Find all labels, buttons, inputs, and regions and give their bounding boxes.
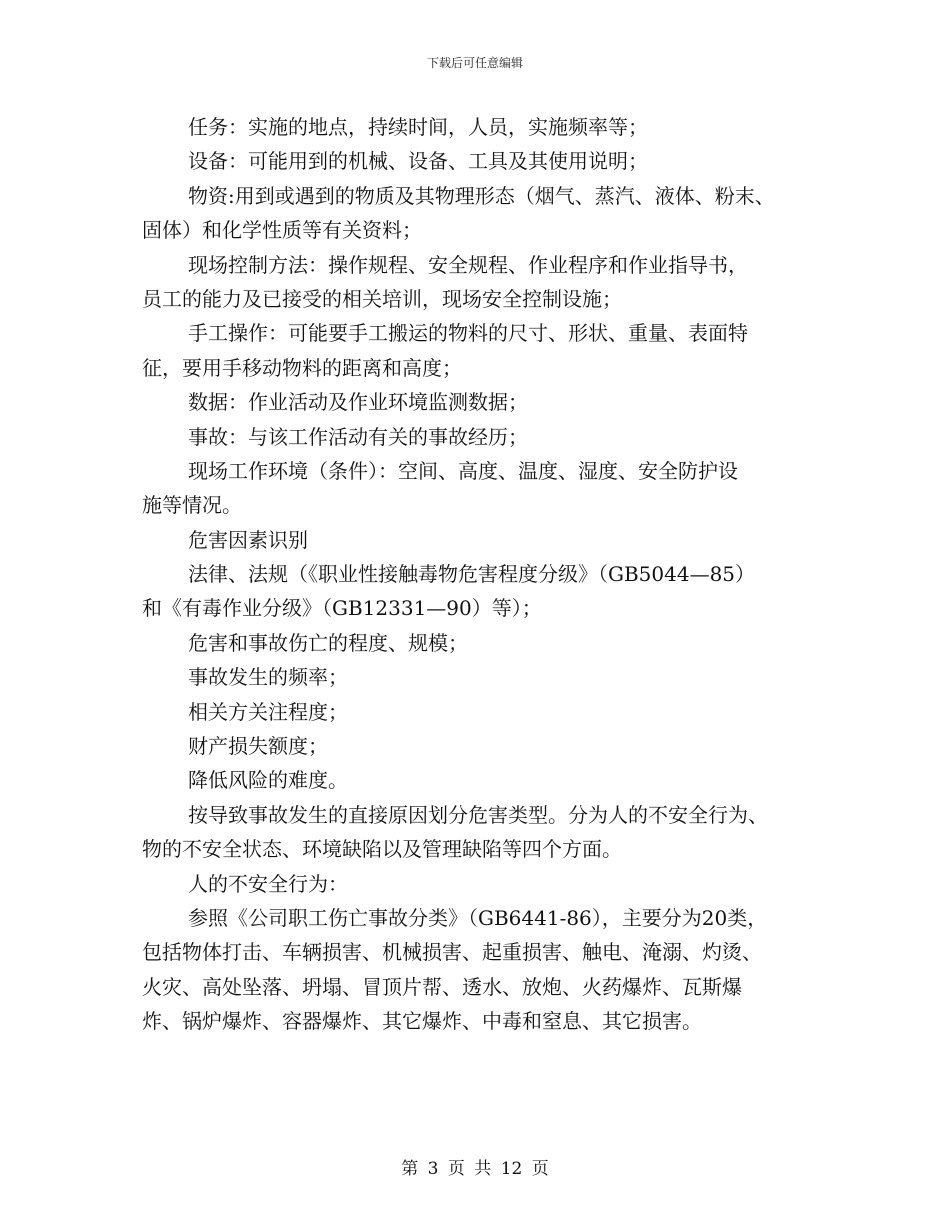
text-line: 征，要用手移动物料的距离和高度；	[142, 355, 462, 380]
text-line: 事故发生的频率；	[188, 665, 348, 690]
text-line: 数据：作业活动及作业环境监测数据；	[188, 390, 528, 415]
text-line: 和《有毒作业分级》（GB12331—90）等）；	[142, 596, 542, 621]
text-line: 现场工作环境（条件）：空间、高度、温度、湿度、安全防护设	[188, 458, 738, 483]
page-number-footer: 第 3 页 共 12 页	[401, 1159, 549, 1179]
text-line: 事故：与该工作活动有关的事故经历；	[188, 424, 528, 449]
document-body	[142, 110, 832, 1039]
text-line: 财产损失额度；	[188, 734, 328, 759]
text-line: 法律、法规（《职业性接触毒物危害程度分级》（GB5044—85）	[188, 562, 756, 587]
text-line: 参照《公司职工伤亡事故分类》（GB6441-86），主要分为20类，	[188, 905, 768, 930]
text-line: 危害和事故伤亡的程度、规模；	[188, 630, 468, 655]
text-line: 炸、锅炉爆炸、容器爆炸、其它爆炸、中毒和窒息、其它损害。	[142, 1009, 702, 1034]
text-line: 火灾、高处坠落、坍塌、冒顶片帮、透水、放炮、火药爆炸、瓦斯爆	[142, 974, 742, 999]
text-line: 人的不安全行为：	[188, 871, 348, 896]
text-line: 按导致事故发生的直接原因划分危害类型。分为人的不安全行为、	[188, 802, 768, 827]
text-line: 危害因素识别	[188, 527, 308, 552]
text-line: 任务：实施的地点，持续时间，人员，实施频率等；	[188, 115, 648, 139]
text-line: 降低风险的难度。	[188, 768, 348, 793]
text-line: 相关方关注程度；	[188, 699, 348, 724]
text-line: 现场控制方法：操作规程、安全规程、作业程序和作业指导书，	[188, 252, 748, 277]
text-line: 物的不安全状态、环境缺陷以及管理缺陷等四个方面。	[142, 837, 622, 862]
text-line: 员工的能力及已接受的相关培训，现场安全控制设施；	[142, 286, 622, 311]
page-header-note: 下载后可任意编辑	[426, 56, 523, 70]
text-line: 固体）和化学性质等有关资料；	[142, 218, 422, 243]
text-line: 施等情况。	[142, 493, 242, 518]
text-line: 包括物体打击、车辆损害、机械损害、起重损害、触电、淹溺、灼烫、	[142, 940, 762, 965]
text-line: 手工操作：可能要手工搬运的物料的尺寸、形状、重量、表面特	[188, 321, 748, 346]
text-line: 设备：可能用到的机械、设备、工具及其使用说明；	[188, 149, 648, 174]
text-line: 物资:用到或遇到的物质及其物理形态（烟气、蒸汽、液体、粉末、	[188, 183, 775, 208]
